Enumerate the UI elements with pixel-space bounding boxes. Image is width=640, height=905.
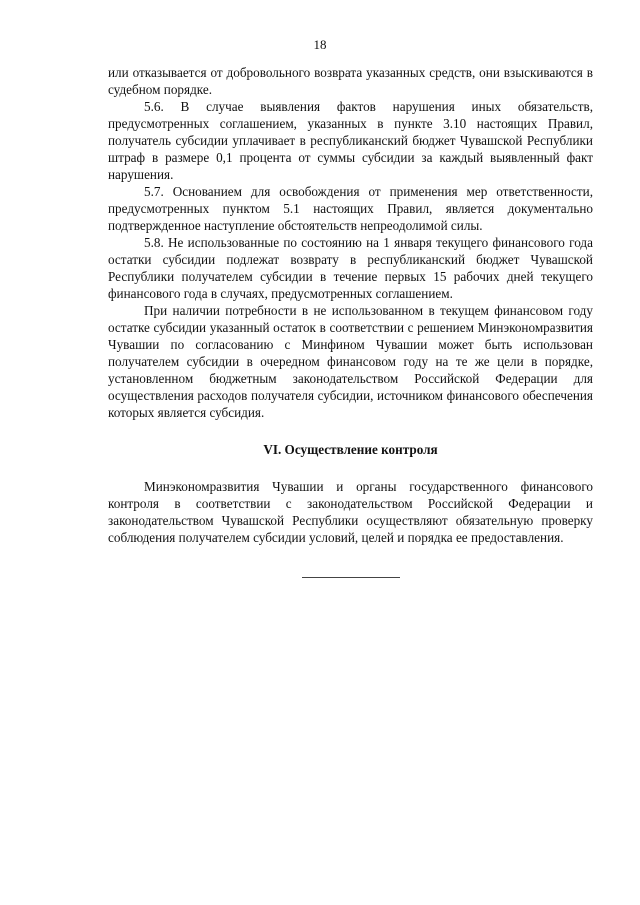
paragraph-5-6: 5.6. В случае выявления фактов нарушения иных обязательств, предусмотренных соглашением, указанных в пункте 3.10 настоящих Правил, получатель субсидии уплачивает в республиканский бюджет Чувашской Республики штраф в размере 0,1 процента от суммы субсидии за каждый выявленный факт нарушения. [108, 99, 593, 182]
end-of-document-rule [302, 577, 400, 578]
document-body [108, 64, 593, 546]
paragraph-5-7: 5.7. Основанием для освобождения от применения мер ответственности, предусмотренных пунктом 5.1 настоящих Правил, является документально подтвержденное наступление обстоятельств непреодолимой силы. [108, 184, 593, 233]
paragraph-continuation: или отказывается от добровольного возврата указанных средств, они взыскиваются в судебном порядке. [108, 65, 593, 97]
paragraph-remainder-use: При наличии потребности в не использованном в текущем финансовом году остатке субсидии указанный остаток в соответствии с решением Минэкономразвития Чувашии по согласованию с Минфином Чувашии может быть использован получателем субсидии в очередном финансовом году на те же цели в порядке, установленном бюджетным законодательством Российской Федерации для осуществления расходов получателя субсидии, источником финансового обеспечения которых является субсидия. [108, 303, 593, 420]
paragraph-control: Минэкономразвития Чувашии и органы государственного финансового контроля в соответствии с законодательством Российской Федерации и законодательством Чувашской Республики осуществляют обязательную проверку соблюдения получателем субсидии условий, целей и порядка ее предоставления. [108, 479, 593, 545]
page-number: 18 [313, 37, 327, 52]
paragraph-5-8: 5.8. Не использованные по состоянию на 1 января текущего финансового года остатки субсидии подлежат возврату в республиканский бюджет Чувашской Республики получателем субсидии в течение первых 15 рабочих дней текущего финансового года в случаях, предусмотренных соглашением. [108, 235, 593, 301]
section-title: VI. Осуществление контроля [263, 442, 438, 457]
